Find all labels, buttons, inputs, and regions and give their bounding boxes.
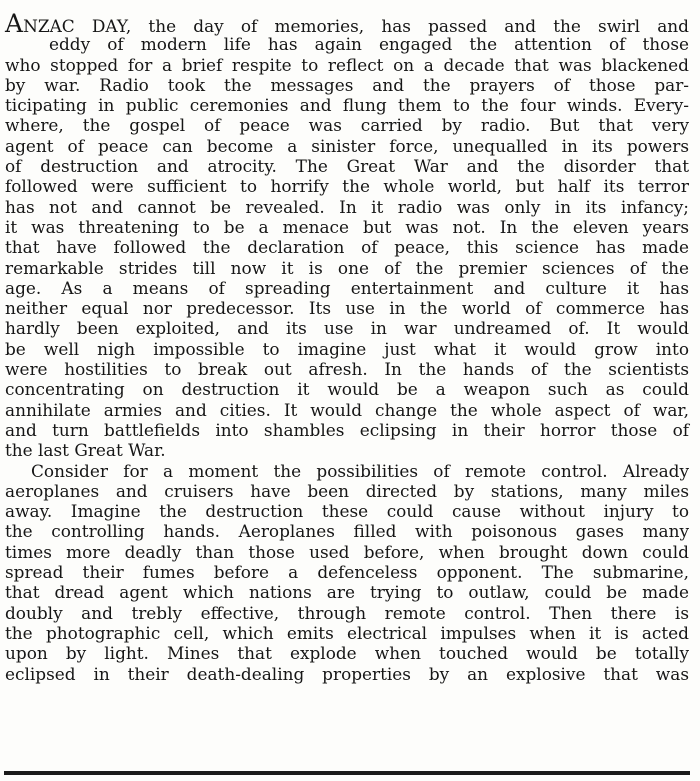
- article-line: age. As a means of spreading entertainment and culture it has: [5, 277, 689, 298]
- article-line: that dread agent which nations are trying to outlaw, could be made: [5, 582, 689, 603]
- article-line: the last Great War.: [5, 440, 166, 461]
- article-line: were hostilities to break out afresh. In the hands of the scientists: [5, 359, 689, 380]
- bottom-rule: [4, 771, 690, 775]
- article-line: by war. Radio took the messages and the prayers of those par-: [5, 74, 689, 95]
- article-column: [5, 9, 689, 684]
- article-line: aeroplanes and cruisers have been directed by stations, many miles: [5, 480, 689, 501]
- article-line: the controlling hands. Aeroplanes filled with poisonous gases many: [5, 521, 689, 542]
- article-line: Consider for a moment the possibilities of remote control. Already: [31, 460, 689, 481]
- article-line: where, the gospel of peace was carried by radio. But that very: [5, 115, 689, 136]
- article-line: remarkable strides till now it is one of the premier sciences of the: [5, 257, 689, 278]
- article-line: neither equal nor predecessor. Its use in the world of commerce has: [5, 298, 689, 319]
- article-line: hardly been exploited, and its use in war undreamed of. It would: [5, 318, 689, 339]
- article-line: be well nigh impossible to imagine just what it would grow into: [5, 338, 689, 359]
- article-line: concentrating on destruction it would be a weapon such as could: [5, 379, 689, 400]
- article-line: of destruction and atrocity. The Great War and the disorder that: [5, 156, 689, 177]
- article-line: eclipsed in their death-dealing properties by an explosive that was: [5, 663, 689, 684]
- article-line: that have followed the declaration of peace, this science has made: [5, 237, 689, 258]
- article-line: upon by light. Mines that explode when touched would be totally: [5, 643, 689, 664]
- article-line: agent of peace can become a sinister force, unequalled in its powers: [5, 135, 689, 156]
- article-line: times more deadly than those used before, when brought down could: [5, 541, 689, 562]
- article-line: away. Imagine the destruction these could cause without injury to: [5, 501, 689, 522]
- article-line: doubly and trebly effective, through remote control. Then there is: [5, 602, 689, 623]
- article-line: the photographic cell, which emits electrical impulses when it is acted: [5, 622, 689, 643]
- article-line: who stopped for a brief respite to reflect on a decade that was blackened: [5, 54, 689, 75]
- article-line: it was threatening to be a menace but was not. In the eleven years: [5, 216, 689, 237]
- article-line: ANZAC DAY, the day of memories, has passed and the swirl and: [5, 9, 689, 38]
- article-line: ticipating in public ceremonies and flung them to the four winds. Every-: [5, 95, 689, 116]
- article-line: has not and cannot be revealed. In it radio was only in its infancy;: [5, 196, 689, 217]
- article-line: followed were sufficient to horrify the whole world, but half its terror: [5, 176, 689, 197]
- article-line: and turn battlefields into shambles eclipsing in their horror those of: [5, 419, 689, 440]
- article-line: eddy of modern life has again engaged the attention of those: [49, 34, 689, 55]
- article-line: annihilate armies and cities. It would change the whole aspect of war,: [5, 399, 689, 420]
- drop-cap: A: [5, 9, 24, 38]
- article-line: spread their fumes before a defenceless opponent. The submarine,: [5, 562, 689, 583]
